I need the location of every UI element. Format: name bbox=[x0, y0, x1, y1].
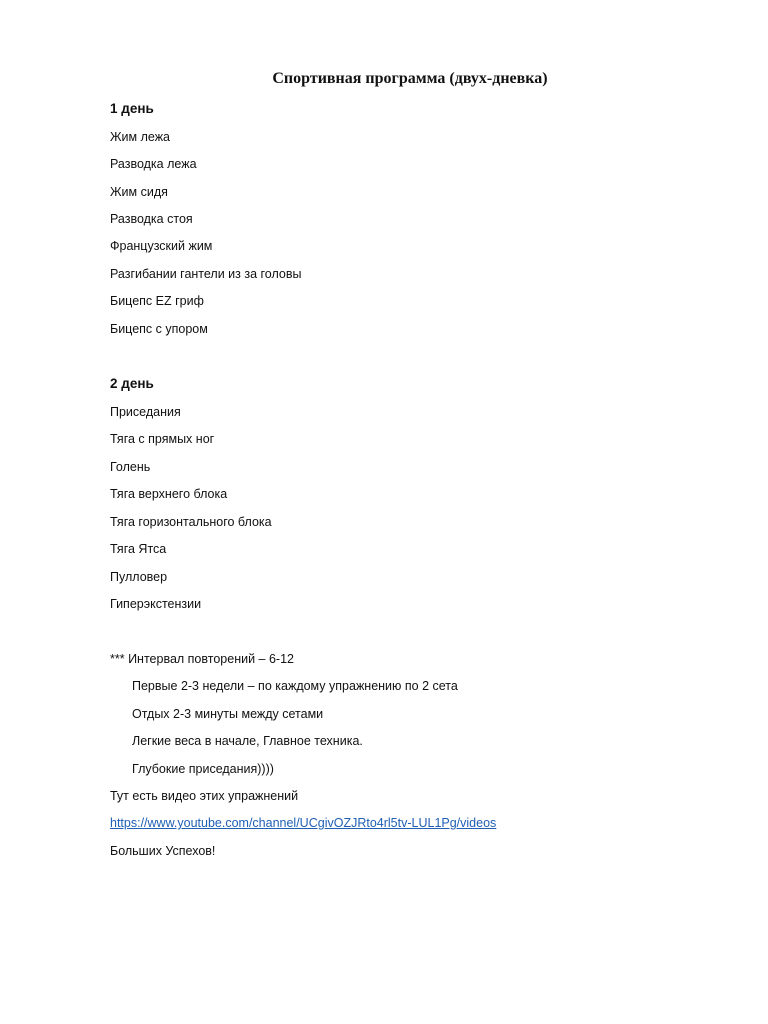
video-text: Тут есть видео этих упражнений bbox=[110, 789, 299, 803]
document-title: Спортивная программа (двух-дневка) bbox=[272, 70, 548, 87]
day2-exercise: Тяга с прямых ног bbox=[110, 432, 215, 446]
note-item: Глубокие приседания)))) bbox=[132, 762, 274, 776]
day1-exercise: Бицепс с упором bbox=[110, 322, 208, 336]
day1-exercise: Разводка стоя bbox=[110, 212, 193, 226]
interval-note: *** Интервал повторений – 6-12 bbox=[110, 652, 294, 666]
video-link[interactable]: https://www.youtube.com/channel/UCgivOZJRto4rl5tv-LUL1Pg/videos bbox=[110, 816, 497, 830]
day1-exercise: Бицепс EZ гриф bbox=[110, 294, 204, 308]
day2-exercise: Пулловер bbox=[110, 570, 168, 584]
day1-exercise: Французский жим bbox=[110, 239, 213, 253]
day1-exercise: Разгибании гантели из за головы bbox=[110, 267, 302, 281]
day1-exercise: Жим лежа bbox=[110, 130, 171, 144]
day2-exercise: Тяга Ятса bbox=[110, 542, 167, 556]
day1-exercise: Жим сидя bbox=[110, 185, 168, 199]
day2-exercise: Гиперэкстензии bbox=[110, 597, 202, 611]
day2-exercise: Тяга горизонтального блока bbox=[110, 515, 272, 529]
day2-heading: 2 день bbox=[110, 376, 154, 391]
day2-exercise: Тяга верхнего блока bbox=[110, 487, 228, 501]
day2-exercise: Голень bbox=[110, 460, 151, 474]
closing-text: Больших Успехов! bbox=[110, 844, 216, 858]
day1-exercise: Разводка лежа bbox=[110, 157, 197, 171]
day2-exercise: Приседания bbox=[110, 405, 181, 419]
note-item: Легкие веса в начале, Главное техника. bbox=[132, 734, 363, 748]
day1-heading: 1 день bbox=[110, 101, 154, 116]
note-item: Первые 2-3 недели – по каждому упражнению по 2 сета bbox=[132, 679, 458, 693]
note-item: Отдых 2-3 минуты между сетами bbox=[132, 707, 324, 721]
